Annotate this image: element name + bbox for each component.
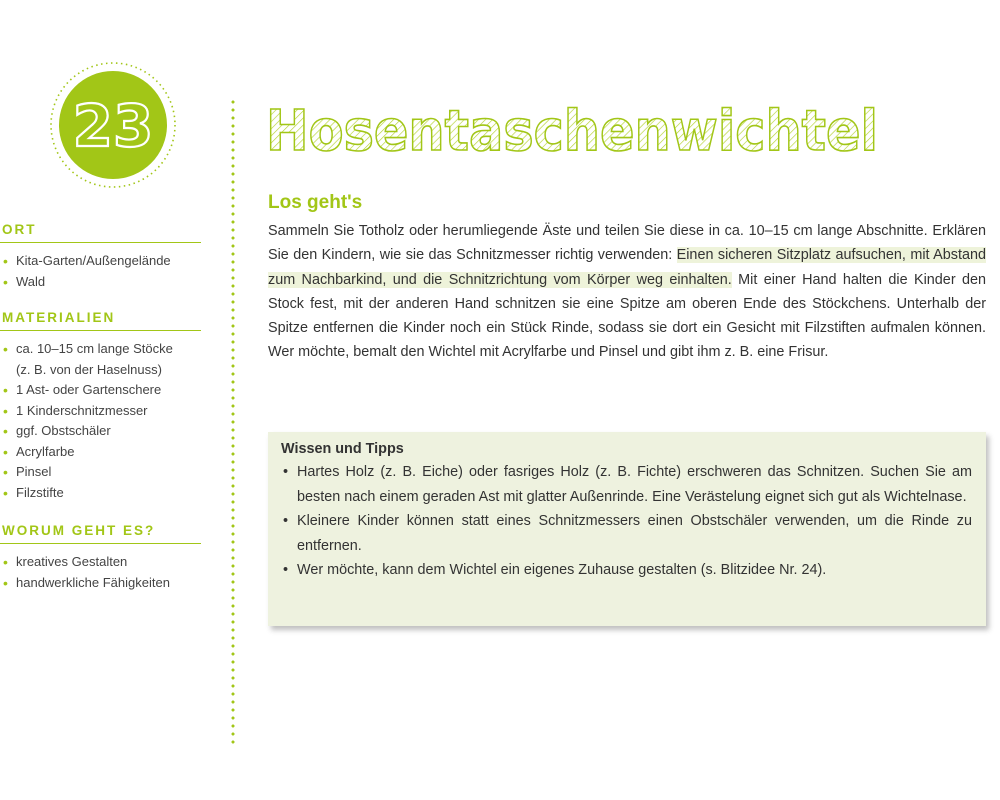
section-heading-materials: MATERIALIEN [0, 310, 201, 331]
list-item: • Pinsel [0, 462, 201, 483]
sidebar [0, 222, 201, 593]
section-heading-goals: WORUM GEHT ES? [0, 523, 201, 544]
list-item: • 1 Ast- oder Gartenschere [0, 380, 201, 401]
tips-box [268, 432, 986, 626]
instruction-paragraph [268, 219, 986, 365]
section-goals [0, 523, 201, 593]
list-item: • ggf. Obstschäler [0, 421, 201, 442]
page-title [262, 88, 902, 168]
list-item-continuation: (z. B. von der Haselnuss) [16, 361, 162, 377]
list-item: • Acrylfarbe [0, 442, 201, 463]
tip-item: • Wer möchte, kann dem Wichtel ein eigenes Zuhause gestalten (s. Blitzidee Nr. 24). [281, 558, 972, 583]
page-title-text: Hosentaschenwichtel [266, 99, 878, 164]
activity-number-badge [48, 60, 178, 190]
list-item: • kreatives Gestalten [0, 552, 201, 573]
paragraph-text: Mit einer Hand halten die Kinder den Stock fest, mit der anderen Hand schnitzen sie eine Spitze am oberen Ende des Stöckchens. Unterhalb der Spitze entfernen die Kinder noch ein Stück Rinde, sodass sie dort ein Gesicht mit Filzstiften aufmalen können. Wer möchte, bemalt den Wichtel mit Acrylfarbe und Pinsel und gibt ihm z. B. eine Frisur. [268, 271, 986, 361]
list-item: • Filzstifte [0, 483, 201, 504]
list-item: • 1 Kinderschnitzmesser [0, 401, 201, 422]
highlighted-text: Einen sicheren Sitzplatz aufsuchen, mit Abstand zum Nachbarkind, und die Schnitzrichtung vom Körper weg einhalten. [268, 247, 986, 288]
section-subheading: Los geht's [268, 192, 363, 213]
materials-list [0, 339, 201, 503]
list-item: • Wald [0, 272, 201, 293]
section-materials [0, 310, 201, 503]
list-item: • ca. 10–15 cm lange Stöcke [0, 339, 201, 360]
list-item: • Kita-Garten/Außengelände [0, 251, 201, 272]
goals-list [0, 552, 201, 593]
dotted-divider [231, 98, 235, 748]
location-list [0, 251, 201, 292]
paragraph-text: Sammeln Sie Totholz oder herumliegende Äste und teilen Sie diese in ca. 10–15 cm lange Abschnitte. Erklären Sie den Kindern, wie sie das Schnitzmesser richtig verwenden: [268, 223, 986, 264]
tips-list [281, 460, 972, 583]
tip-item: • Hartes Holz (z. B. Eiche) oder fasriges Holz (z. B. Fichte) erschweren das Schnitzen. Suchen Sie am besten nach einem geraden Ast mit glatter Außenrinde. Eine Verästelung eignet sich gut als Wichtelnase. [281, 460, 972, 509]
section-location [0, 222, 201, 292]
list-item: • handwerkliche Fähigkeiten [0, 573, 201, 594]
section-heading-location: ORT [0, 222, 201, 243]
tip-item: • Kleinere Kinder können statt eines Schnitzmessers einen Obstschäler verwenden, um die Rinde zu entfernen. [281, 509, 972, 558]
activity-number: 23 [72, 92, 154, 160]
tips-heading: Wissen und Tipps [281, 441, 404, 457]
